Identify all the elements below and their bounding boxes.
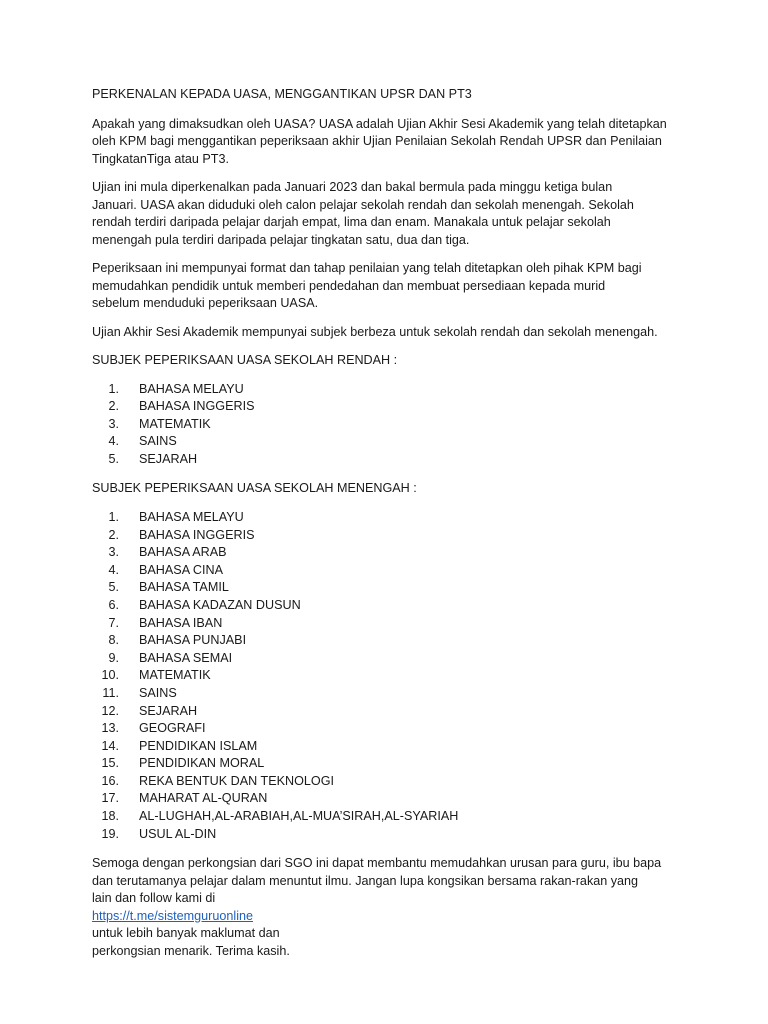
subject-number: 5. <box>108 451 119 466</box>
paragraph-line: TingkatanTiga atau PT3. <box>92 151 229 166</box>
subject-name: REKA BENTUK DAN TEKNOLOGI <box>139 773 335 788</box>
subject-name: BAHASA ARAB <box>139 545 227 560</box>
paragraph-line: oleh KPM bagi menggantikan peperiksaan akhir Ujian Penilaian Sekolah Rendah UPSR dan Penilaian <box>92 134 662 148</box>
subject-number: 1. <box>108 509 119 524</box>
subject-number: 10. <box>101 668 119 683</box>
subject-number: 14. <box>101 738 119 753</box>
primary-subjects-list <box>92 381 692 469</box>
subject-name: SAINS <box>139 685 177 700</box>
paragraph-line: sebelum menduduki peperiksaan UASA. <box>92 296 319 310</box>
subject-item <box>92 451 692 469</box>
subject-name: USUL AL-DIN <box>139 826 217 841</box>
subject-name: BAHASA INGGERIS <box>139 527 255 542</box>
paragraph-line: Ujian ini mula diperkenalkan pada Januari 2023 dan bakal bermula pada minggu ketiga bulan <box>92 180 613 194</box>
subject-number: 18. <box>101 809 119 824</box>
paragraph-intro <box>92 116 692 169</box>
subject-name: MATEMATIK <box>139 668 211 683</box>
telegram-link[interactable]: https://t.me/sistemguruonline <box>92 908 253 923</box>
subject-name: BAHASA PUNJABI <box>139 633 247 648</box>
subject-item <box>92 615 692 633</box>
subject-item <box>92 433 692 451</box>
subject-number: 15. <box>101 756 119 771</box>
subject-number: 19. <box>101 826 119 841</box>
subject-number: 16. <box>101 773 119 788</box>
subject-name: BAHASA MELAYU <box>139 381 244 396</box>
subject-item <box>92 509 692 527</box>
subject-number: 11. <box>102 685 119 700</box>
subject-item <box>92 632 692 650</box>
subject-name: BAHASA IBAN <box>139 615 223 630</box>
paragraph-line: Semoga dengan perkongsian dari SGO ini dapat membantu memudahkan urusan para guru, ibu bapa <box>92 856 662 871</box>
subject-number: 2. <box>108 527 119 542</box>
subject-number: 12. <box>101 703 119 718</box>
subject-item <box>92 544 692 562</box>
subject-number: 1. <box>108 381 119 396</box>
subject-item <box>92 685 692 703</box>
subject-number: 7. <box>108 615 119 630</box>
subject-name: SEJARAH <box>139 451 198 466</box>
subject-name: BAHASA CINA <box>139 562 223 577</box>
subject-number: 4. <box>108 434 119 449</box>
paragraph-line: memudahkan pendidik untuk memberi pendedahan dan membuat persediaan kepada murid <box>92 278 606 293</box>
paragraph-schedule <box>92 179 692 249</box>
paragraph-line: perkongsian menarik. Terima kasih. <box>92 943 290 958</box>
subject-item <box>92 808 692 826</box>
primary-subjects-heading: SUBJEK PEPERIKSAAN UASA SEKOLAH RENDAH : <box>92 353 398 367</box>
paragraph-line: Peperiksaan ini mempunyai format dan tahap penilaian yang telah ditetapkan oleh pihak KPM bagi <box>92 261 642 275</box>
subject-item <box>92 790 692 808</box>
closing-text-after-link: untuk lebih banyak maklumat dan <box>92 926 280 941</box>
document-body <box>92 86 692 971</box>
subject-number: 17. <box>101 791 119 806</box>
subject-item <box>92 381 692 399</box>
subject-name: SAINS <box>139 434 177 449</box>
subject-item <box>92 579 692 597</box>
paragraph-line: Ujian Akhir Sesi Akademik mempunyai subjek berbeza untuk sekolah rendah dan sekolah menengah. <box>92 324 658 339</box>
subject-name: SEJARAH <box>139 703 198 718</box>
subject-item <box>92 755 692 773</box>
subject-item <box>92 398 692 416</box>
paragraph-line: Januari. UASA akan diduduki oleh calon pelajar sekolah rendah dan sekolah menengah. Sekolah <box>92 197 634 212</box>
subject-item <box>92 667 692 685</box>
subject-item <box>92 650 692 668</box>
paragraph-line <box>92 890 692 943</box>
subject-number: 8. <box>108 633 119 648</box>
subject-name: MATEMATIK <box>139 416 211 431</box>
subject-number: 5. <box>108 580 119 595</box>
subject-item <box>92 527 692 545</box>
secondary-subjects-heading: SUBJEK PEPERIKSAAN UASA SEKOLAH MENENGAH : <box>92 481 417 496</box>
subject-number: 9. <box>108 650 119 665</box>
subject-item <box>92 703 692 721</box>
paragraph-subjects-intro <box>92 324 692 342</box>
subject-number: 13. <box>101 721 119 736</box>
subject-number: 3. <box>108 416 119 431</box>
subject-name: BAHASA SEMAI <box>139 650 233 665</box>
subject-name: BAHASA MELAYU <box>139 509 244 524</box>
subject-number: 3. <box>108 545 119 560</box>
subject-name: MAHARAT AL-QURAN <box>139 791 268 806</box>
subject-item <box>92 826 692 844</box>
subject-name: AL-LUGHAH,AL-ARABIAH,AL-MUA’SIRAH,AL-SYARIAH <box>139 809 459 824</box>
subject-item <box>92 416 692 434</box>
paragraph-format <box>92 260 692 313</box>
paragraph-line: dan terutamanya pelajar dalam menuntut ilmu. Jangan lupa kongsikan bersama rakan-rakan yang <box>92 873 639 888</box>
subject-item <box>92 773 692 791</box>
subject-item <box>92 597 692 615</box>
subject-number: 2. <box>108 399 119 414</box>
paragraph-line: menengah pula terdiri daripada pelajar tingkatan satu, dua dan tiga. <box>92 232 470 247</box>
subject-name: GEOGRAFI <box>139 721 206 736</box>
subject-item <box>92 562 692 580</box>
subject-name: PENDIDIKAN MORAL <box>139 756 265 771</box>
subject-name: BAHASA INGGERIS <box>139 399 255 414</box>
subject-number: 4. <box>108 562 119 577</box>
paragraph-closing <box>92 855 692 960</box>
subject-name: BAHASA TAMIL <box>139 580 229 595</box>
document-title: PERKENALAN KEPADA UASA, MENGGANTIKAN UPSR DAN PT3 <box>92 87 472 101</box>
subject-item <box>92 738 692 756</box>
secondary-subjects-list <box>92 509 692 843</box>
subject-name: PENDIDIKAN ISLAM <box>139 738 258 753</box>
subject-number: 6. <box>108 597 119 612</box>
paragraph-line: Apakah yang dimaksudkan oleh UASA? UASA adalah Ujian Akhir Sesi Akademik yang telah ditetapkan <box>92 116 667 131</box>
paragraph-line: rendah terdiri daripada pelajar darjah empat, lima dan enam. Manakala untuk pelajar sekolah <box>92 215 611 229</box>
subject-item <box>92 720 692 738</box>
closing-text-before-link: lain dan follow kami di <box>92 891 216 906</box>
subject-name: BAHASA KADAZAN DUSUN <box>139 597 301 612</box>
